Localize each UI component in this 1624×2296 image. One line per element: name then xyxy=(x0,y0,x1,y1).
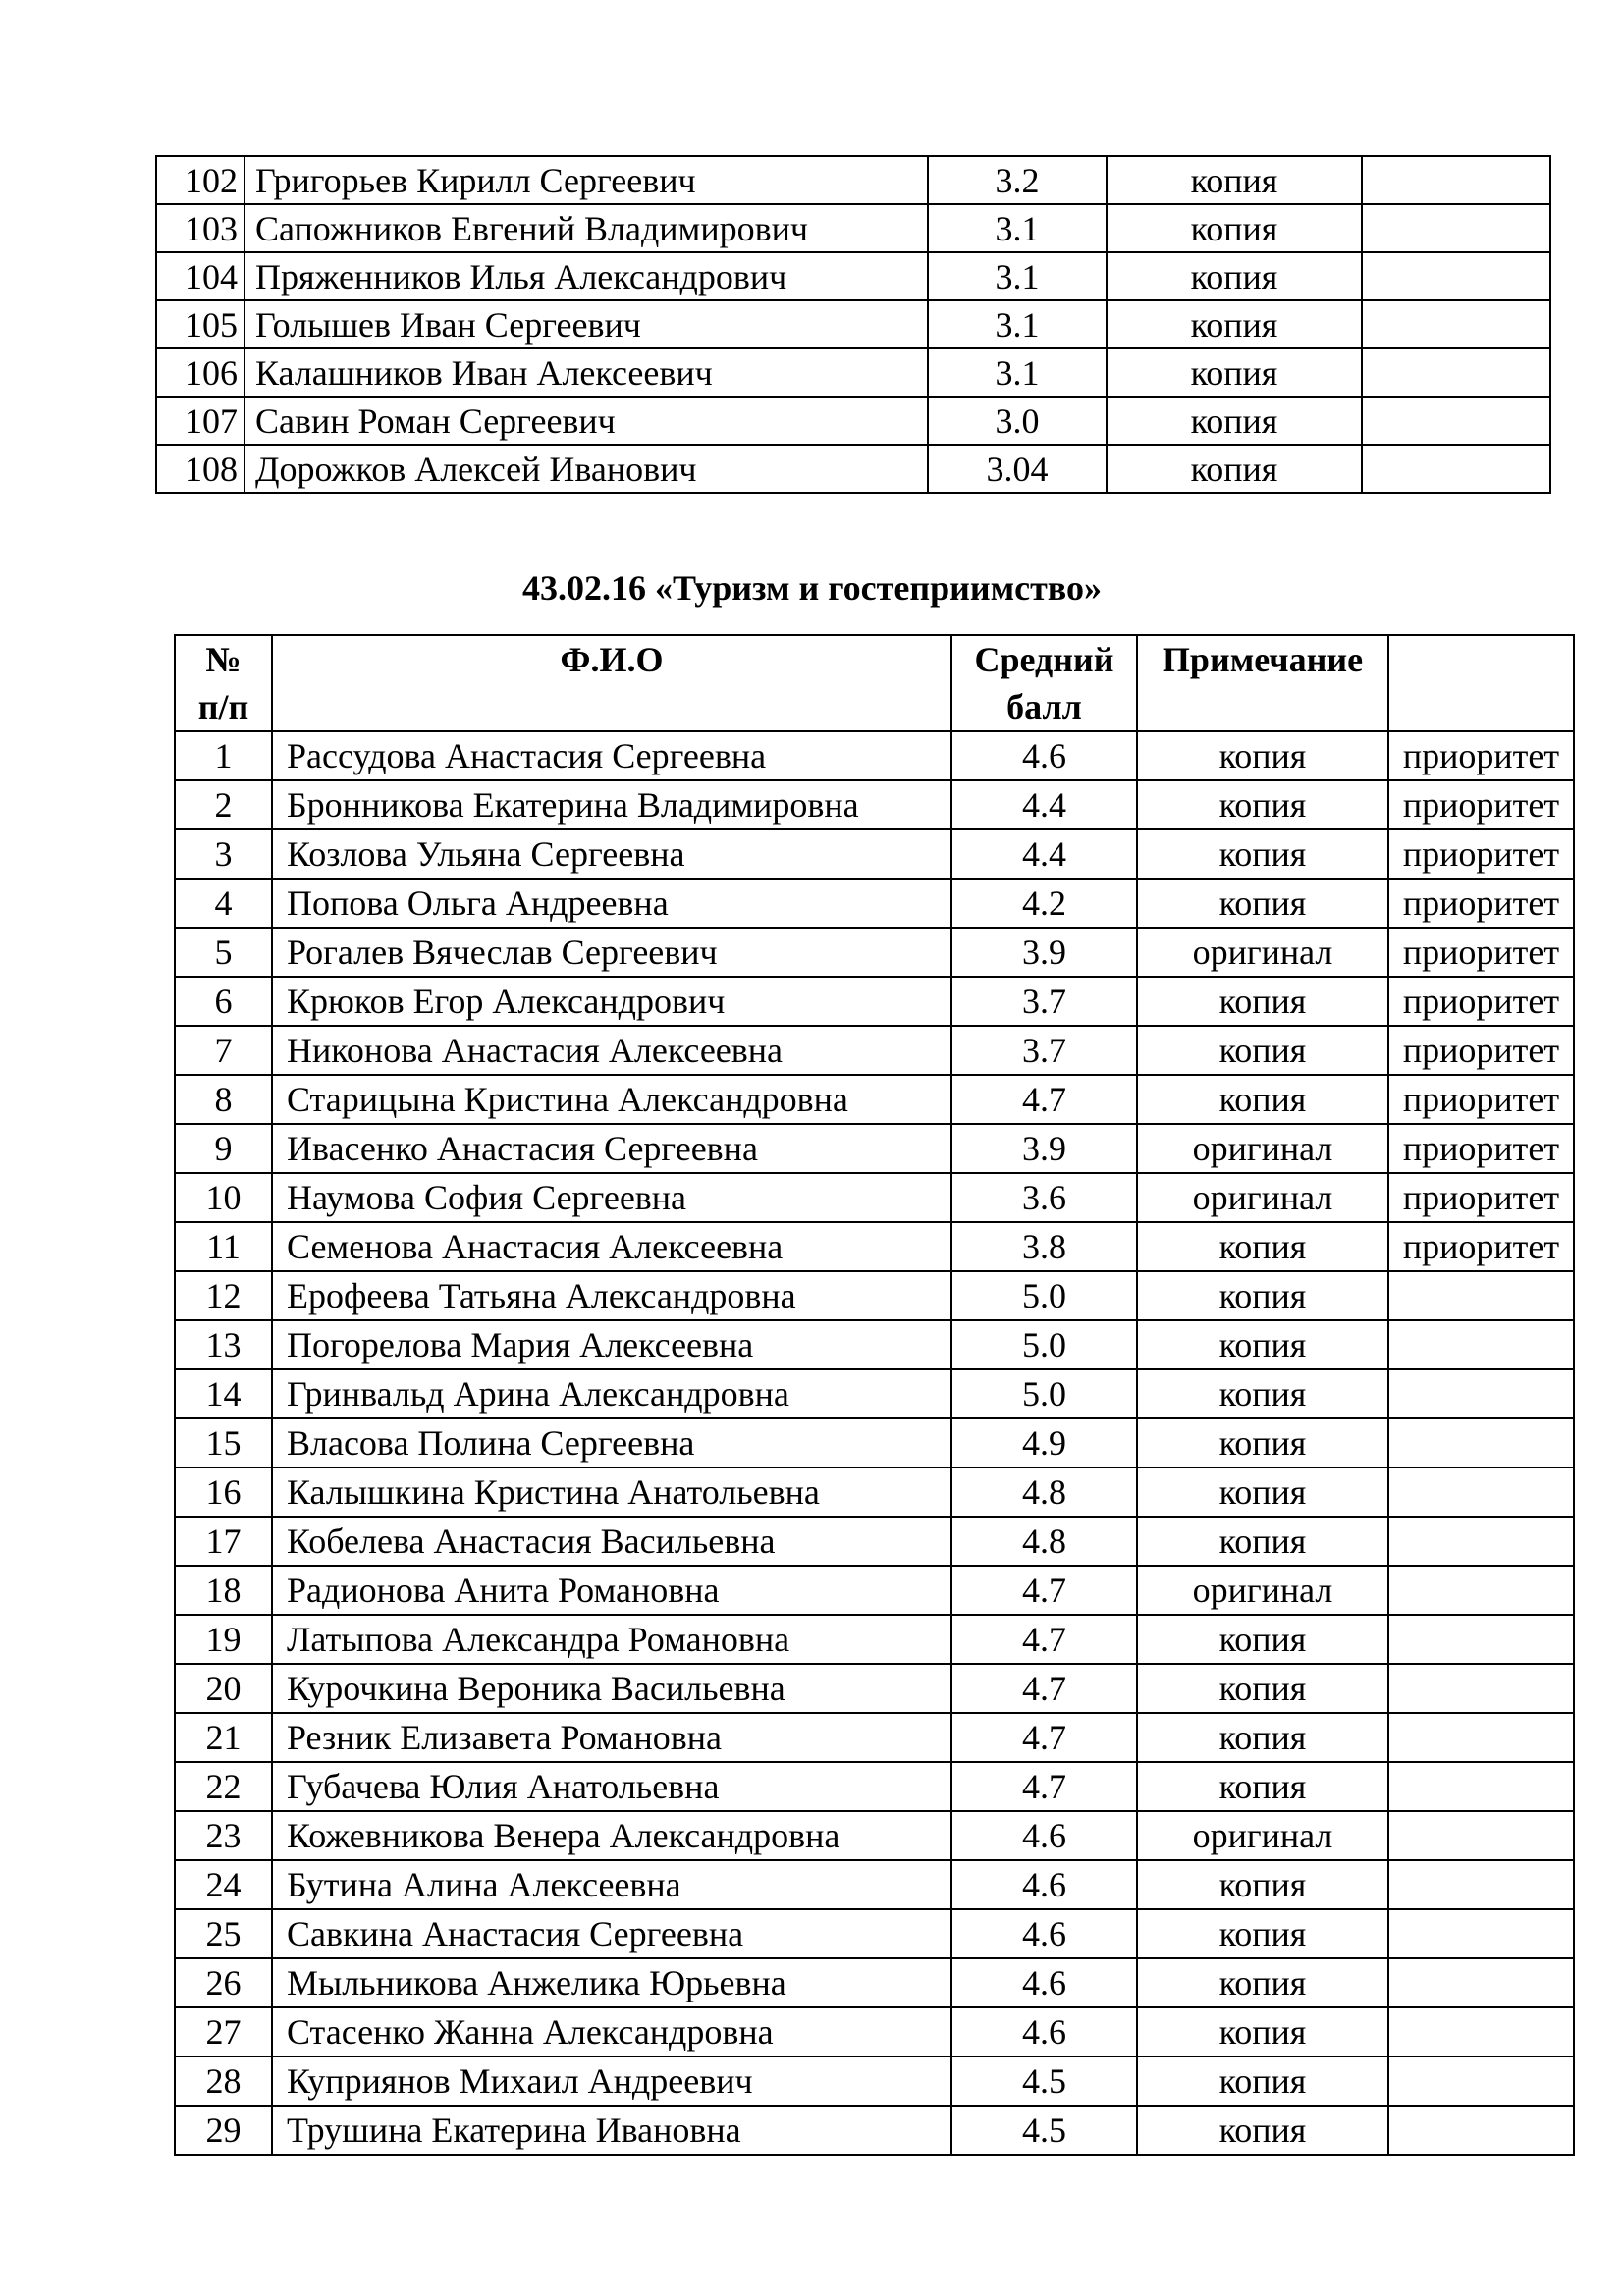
main-table-body xyxy=(175,731,1574,2155)
row-average-score: 3.7 xyxy=(951,1026,1137,1075)
table-row xyxy=(175,1664,1574,1713)
header-number-line1: № xyxy=(205,640,242,679)
top-applicants-table xyxy=(155,155,1551,494)
row-number: 27 xyxy=(175,2007,272,2056)
row-full-name: Пряженников Илья Александрович xyxy=(244,252,928,300)
row-average-score: 4.4 xyxy=(951,829,1137,879)
row-note: копия xyxy=(1137,879,1388,928)
header-row xyxy=(175,635,1574,731)
row-note: копия xyxy=(1137,1222,1388,1271)
table-row xyxy=(175,1222,1574,1271)
row-average-score: 3.04 xyxy=(928,445,1107,493)
row-note: копия xyxy=(1137,2056,1388,2106)
table-row xyxy=(175,1124,1574,1173)
row-extra xyxy=(1388,2007,1574,2056)
row-average-score: 4.7 xyxy=(951,1762,1137,1811)
row-note: оригинал xyxy=(1137,928,1388,977)
row-note: копия xyxy=(1137,1615,1388,1664)
row-full-name: Савкина Анастасия Сергеевна xyxy=(272,1909,951,1958)
row-average-score: 3.1 xyxy=(928,348,1107,397)
row-full-name: Крюков Егор Александрович xyxy=(272,977,951,1026)
table-row xyxy=(156,252,1550,300)
row-note: копия xyxy=(1137,1369,1388,1418)
row-full-name: Старицына Кристина Александровна xyxy=(272,1075,951,1124)
row-note: оригинал xyxy=(1137,1566,1388,1615)
row-note: копия xyxy=(1107,300,1362,348)
row-extra xyxy=(1388,1958,1574,2007)
row-extra xyxy=(1388,1762,1574,1811)
row-extra xyxy=(1388,1860,1574,1909)
row-note: копия xyxy=(1107,397,1362,445)
row-average-score: 4.6 xyxy=(951,1860,1137,1909)
row-extra: приоритет xyxy=(1388,731,1574,780)
row-note: копия xyxy=(1137,1958,1388,2007)
row-note: копия xyxy=(1137,1664,1388,1713)
row-number: 21 xyxy=(175,1713,272,1762)
row-extra xyxy=(1388,1320,1574,1369)
row-number: 11 xyxy=(175,1222,272,1271)
row-full-name: Трушина Екатерина Ивановна xyxy=(272,2106,951,2155)
table-row xyxy=(175,1468,1574,1517)
row-full-name: Резник Елизавета Романовна xyxy=(272,1713,951,1762)
row-extra xyxy=(1388,1909,1574,1958)
row-note: копия xyxy=(1137,1762,1388,1811)
row-number: 24 xyxy=(175,1860,272,1909)
row-average-score: 4.7 xyxy=(951,1615,1137,1664)
row-average-score: 3.1 xyxy=(928,252,1107,300)
row-average-score: 4.8 xyxy=(951,1468,1137,1517)
row-note: копия xyxy=(1137,2106,1388,2155)
row-full-name: Калашников Иван Алексеевич xyxy=(244,348,928,397)
row-full-name: Стасенко Жанна Александровна xyxy=(272,2007,951,2056)
row-number: 29 xyxy=(175,2106,272,2155)
main-applicants-table xyxy=(174,634,1575,2156)
header-full-name: Ф.И.О xyxy=(272,635,951,731)
row-number: 102 xyxy=(156,156,244,204)
row-average-score: 4.6 xyxy=(951,1958,1137,2007)
row-note: оригинал xyxy=(1137,1811,1388,1860)
row-extra xyxy=(1388,1811,1574,1860)
row-full-name: Семенова Анастасия Алексеевна xyxy=(272,1222,951,1271)
row-average-score: 5.0 xyxy=(951,1271,1137,1320)
row-note: копия xyxy=(1137,1320,1388,1369)
header-average-score xyxy=(951,635,1137,731)
table-row xyxy=(175,1075,1574,1124)
row-extra: приоритет xyxy=(1388,1075,1574,1124)
row-extra: приоритет xyxy=(1388,1173,1574,1222)
row-number: 22 xyxy=(175,1762,272,1811)
header-number xyxy=(175,635,272,731)
row-full-name: Губачева Юлия Анатольевна xyxy=(272,1762,951,1811)
row-number: 107 xyxy=(156,397,244,445)
row-full-name: Наумова София Сергеевна xyxy=(272,1173,951,1222)
row-number: 1 xyxy=(175,731,272,780)
row-full-name: Мыльникова Анжелика Юрьевна xyxy=(272,1958,951,2007)
row-extra xyxy=(1362,156,1550,204)
main-table-header xyxy=(175,635,1574,731)
table-row xyxy=(175,1418,1574,1468)
table-row xyxy=(175,2007,1574,2056)
row-average-score: 5.0 xyxy=(951,1320,1137,1369)
row-number: 26 xyxy=(175,1958,272,2007)
row-full-name: Калышкина Кристина Анатольевна xyxy=(272,1468,951,1517)
row-average-score: 3.8 xyxy=(951,1222,1137,1271)
row-extra xyxy=(1388,1615,1574,1664)
table-row xyxy=(175,1271,1574,1320)
row-full-name: Григорьев Кирилл Сергеевич xyxy=(244,156,928,204)
table-row xyxy=(175,1615,1574,1664)
row-full-name: Погорелова Мария Алексеевна xyxy=(272,1320,951,1369)
row-note: копия xyxy=(1137,977,1388,1026)
row-note: копия xyxy=(1137,1860,1388,1909)
row-extra xyxy=(1388,2056,1574,2106)
row-average-score: 4.6 xyxy=(951,731,1137,780)
row-note: копия xyxy=(1107,252,1362,300)
row-note: копия xyxy=(1107,156,1362,204)
row-average-score: 4.7 xyxy=(951,1664,1137,1713)
row-average-score: 3.9 xyxy=(951,928,1137,977)
row-note: копия xyxy=(1107,445,1362,493)
row-average-score: 4.6 xyxy=(951,1811,1137,1860)
table-row xyxy=(175,1369,1574,1418)
row-average-score: 4.5 xyxy=(951,2106,1137,2155)
row-number: 18 xyxy=(175,1566,272,1615)
row-note: копия xyxy=(1137,1026,1388,1075)
table-row xyxy=(175,1713,1574,1762)
table-row xyxy=(175,2106,1574,2155)
row-extra: приоритет xyxy=(1388,1124,1574,1173)
row-average-score: 4.7 xyxy=(951,1713,1137,1762)
row-note: оригинал xyxy=(1137,1124,1388,1173)
row-note: копия xyxy=(1137,1468,1388,1517)
row-note: копия xyxy=(1137,731,1388,780)
table-row xyxy=(175,2056,1574,2106)
table-row xyxy=(175,977,1574,1026)
table-row xyxy=(175,1566,1574,1615)
table-row xyxy=(175,879,1574,928)
row-average-score: 4.2 xyxy=(951,879,1137,928)
row-number: 3 xyxy=(175,829,272,879)
row-note: копия xyxy=(1137,1418,1388,1468)
row-average-score: 4.9 xyxy=(951,1418,1137,1468)
row-number: 8 xyxy=(175,1075,272,1124)
header-extra xyxy=(1388,635,1574,731)
row-full-name: Савин Роман Сергеевич xyxy=(244,397,928,445)
row-extra xyxy=(1388,1517,1574,1566)
table-row xyxy=(156,397,1550,445)
row-number: 25 xyxy=(175,1909,272,1958)
row-average-score: 3.9 xyxy=(951,1124,1137,1173)
header-note: Примечание xyxy=(1137,635,1388,731)
row-extra xyxy=(1362,252,1550,300)
row-number: 2 xyxy=(175,780,272,829)
row-extra xyxy=(1388,1418,1574,1468)
row-extra xyxy=(1388,2106,1574,2155)
table-row xyxy=(175,1958,1574,2007)
table-row xyxy=(175,731,1574,780)
row-extra xyxy=(1362,348,1550,397)
row-number: 14 xyxy=(175,1369,272,1418)
row-number: 105 xyxy=(156,300,244,348)
table-row xyxy=(175,1026,1574,1075)
table-row xyxy=(175,1320,1574,1369)
row-average-score: 3.6 xyxy=(951,1173,1137,1222)
row-full-name: Власова Полина Сергеевна xyxy=(272,1418,951,1468)
row-full-name: Рассудова Анастасия Сергеевна xyxy=(272,731,951,780)
header-number-line2: п/п xyxy=(197,687,249,726)
row-extra: приоритет xyxy=(1388,1222,1574,1271)
section-title: 43.02.16 «Туризм и гостеприимство» xyxy=(522,568,1102,608)
row-number: 13 xyxy=(175,1320,272,1369)
row-extra xyxy=(1388,1271,1574,1320)
table-row xyxy=(175,1762,1574,1811)
table-row xyxy=(175,780,1574,829)
row-number: 7 xyxy=(175,1026,272,1075)
row-average-score: 3.0 xyxy=(928,397,1107,445)
row-note: копия xyxy=(1137,1909,1388,1958)
header-score-line1: Средний xyxy=(974,640,1114,679)
row-note: копия xyxy=(1137,1517,1388,1566)
row-full-name: Кобелева Анастасия Васильевна xyxy=(272,1517,951,1566)
row-extra xyxy=(1388,1468,1574,1517)
row-extra xyxy=(1362,300,1550,348)
top-table-body xyxy=(156,156,1550,493)
table-row xyxy=(156,445,1550,493)
row-number: 108 xyxy=(156,445,244,493)
row-extra: приоритет xyxy=(1388,928,1574,977)
row-extra xyxy=(1362,445,1550,493)
row-average-score: 3.1 xyxy=(928,300,1107,348)
row-average-score: 4.6 xyxy=(951,2007,1137,2056)
row-full-name: Бронникова Екатерина Владимировна xyxy=(272,780,951,829)
row-average-score: 5.0 xyxy=(951,1369,1137,1418)
row-note: копия xyxy=(1107,204,1362,252)
row-full-name: Дорожков Алексей Иванович xyxy=(244,445,928,493)
row-full-name: Куприянов Михаил Андреевич xyxy=(272,2056,951,2106)
row-number: 12 xyxy=(175,1271,272,1320)
row-full-name: Сапожников Евгений Владимирович xyxy=(244,204,928,252)
row-average-score: 4.8 xyxy=(951,1517,1137,1566)
row-number: 6 xyxy=(175,977,272,1026)
table-row xyxy=(175,829,1574,879)
row-extra xyxy=(1362,204,1550,252)
table-row xyxy=(175,1909,1574,1958)
table-row xyxy=(156,348,1550,397)
row-average-score: 4.6 xyxy=(951,1909,1137,1958)
row-full-name: Рогалев Вячеслав Сергеевич xyxy=(272,928,951,977)
row-number: 103 xyxy=(156,204,244,252)
row-number: 15 xyxy=(175,1418,272,1468)
row-note: копия xyxy=(1137,829,1388,879)
row-full-name: Попова Ольга Андреевна xyxy=(272,879,951,928)
row-full-name: Латыпова Александра Романовна xyxy=(272,1615,951,1664)
row-average-score: 4.5 xyxy=(951,2056,1137,2106)
row-extra: приоритет xyxy=(1388,829,1574,879)
row-full-name: Козлова Ульяна Сергеевна xyxy=(272,829,951,879)
table-row xyxy=(175,928,1574,977)
row-note: оригинал xyxy=(1137,1173,1388,1222)
row-full-name: Ивасенко Анастасия Сергеевна xyxy=(272,1124,951,1173)
row-number: 16 xyxy=(175,1468,272,1517)
row-note: копия xyxy=(1137,1271,1388,1320)
row-extra: приоритет xyxy=(1388,879,1574,928)
row-number: 17 xyxy=(175,1517,272,1566)
row-full-name: Кожевникова Венера Александровна xyxy=(272,1811,951,1860)
row-full-name: Бутина Алина Алексеевна xyxy=(272,1860,951,1909)
table-row xyxy=(156,156,1550,204)
row-number: 4 xyxy=(175,879,272,928)
row-number: 23 xyxy=(175,1811,272,1860)
row-note: копия xyxy=(1137,1075,1388,1124)
row-full-name: Гринвальд Арина Александровна xyxy=(272,1369,951,1418)
row-average-score: 4.7 xyxy=(951,1075,1137,1124)
row-number: 104 xyxy=(156,252,244,300)
row-full-name: Радионова Анита Романовна xyxy=(272,1566,951,1615)
table-row xyxy=(175,1517,1574,1566)
row-number: 19 xyxy=(175,1615,272,1664)
row-number: 5 xyxy=(175,928,272,977)
row-number: 9 xyxy=(175,1124,272,1173)
row-number: 20 xyxy=(175,1664,272,1713)
row-extra xyxy=(1388,1713,1574,1762)
row-full-name: Никонова Анастасия Алексеевна xyxy=(272,1026,951,1075)
row-average-score: 4.4 xyxy=(951,780,1137,829)
row-extra: приоритет xyxy=(1388,1026,1574,1075)
row-note: копия xyxy=(1107,348,1362,397)
row-extra xyxy=(1388,1369,1574,1418)
header-score-line2: балл xyxy=(1006,687,1082,726)
row-note: копия xyxy=(1137,1713,1388,1762)
row-full-name: Ерофеева Татьяна Александровна xyxy=(272,1271,951,1320)
row-extra: приоритет xyxy=(1388,780,1574,829)
row-number: 10 xyxy=(175,1173,272,1222)
row-extra xyxy=(1388,1566,1574,1615)
table-row xyxy=(175,1860,1574,1909)
row-average-score: 3.7 xyxy=(951,977,1137,1026)
row-number: 106 xyxy=(156,348,244,397)
row-extra xyxy=(1388,1664,1574,1713)
table-row xyxy=(175,1811,1574,1860)
table-row xyxy=(156,204,1550,252)
row-average-score: 4.7 xyxy=(951,1566,1137,1615)
row-note: копия xyxy=(1137,2007,1388,2056)
row-average-score: 3.1 xyxy=(928,204,1107,252)
row-note: копия xyxy=(1137,780,1388,829)
row-number: 28 xyxy=(175,2056,272,2106)
row-full-name: Голышев Иван Сергеевич xyxy=(244,300,928,348)
row-average-score: 3.2 xyxy=(928,156,1107,204)
row-full-name: Курочкина Вероника Васильевна xyxy=(272,1664,951,1713)
row-extra xyxy=(1362,397,1550,445)
table-row xyxy=(156,300,1550,348)
table-row xyxy=(175,1173,1574,1222)
row-extra: приоритет xyxy=(1388,977,1574,1026)
